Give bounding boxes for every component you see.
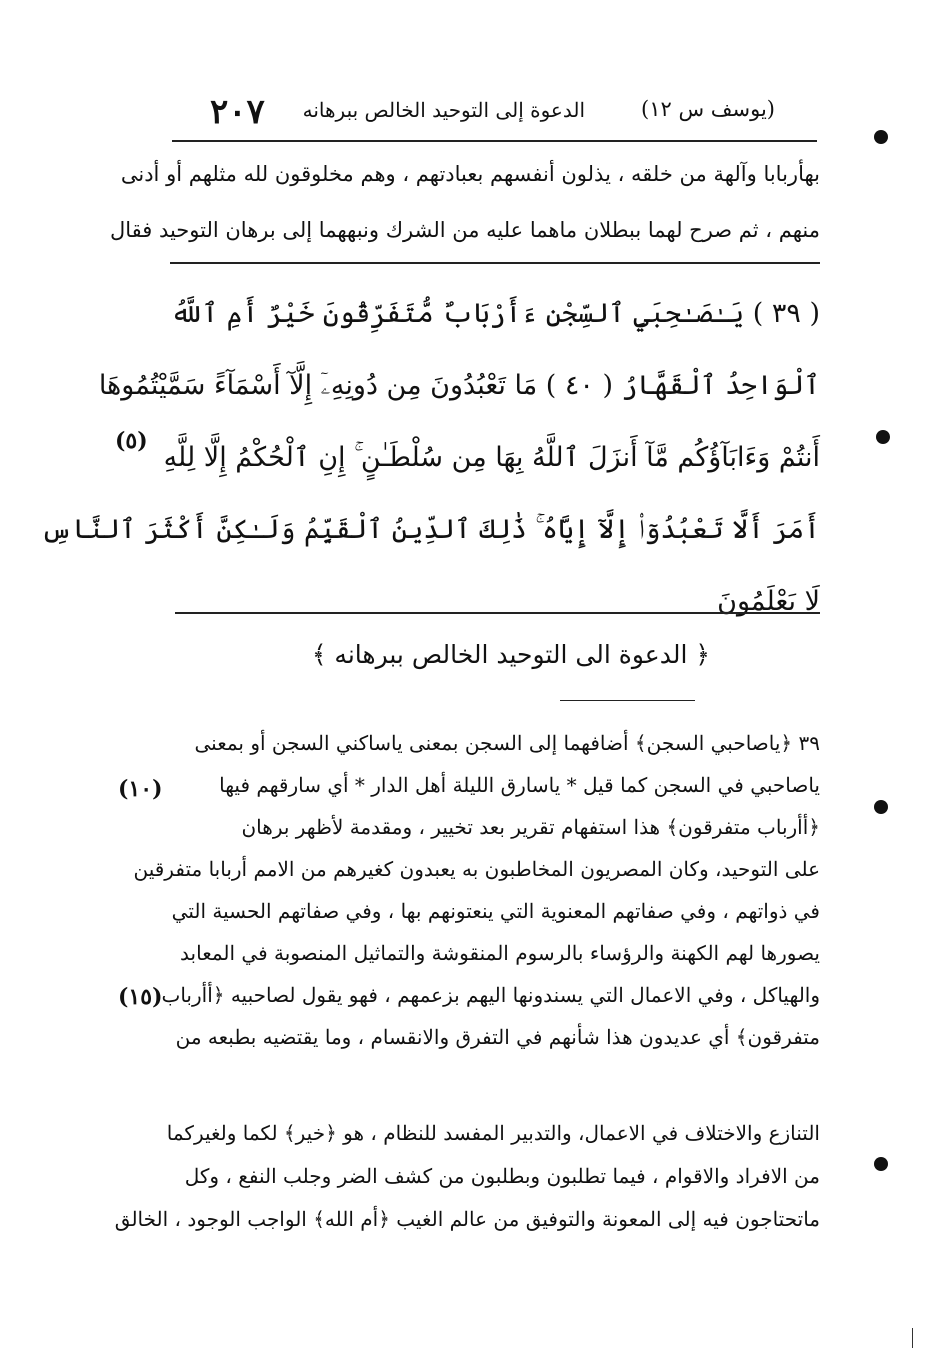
binding-hole-mark xyxy=(874,130,888,144)
header-rule xyxy=(172,140,817,142)
verse-rule xyxy=(175,612,820,614)
verse-block xyxy=(40,278,820,638)
verse-line: أَمَرَ أَلَّا تَعْبُدُوٓا۟ إِلَّآ إِيَّاهُ ۚ ذَٰلِكَ ٱلدِّينُ ٱلْقَيِّمُ وَلَـٰكِنَّ أَكْثَرَ ٱلنَّاسِ xyxy=(40,514,820,545)
verse-line: ( ٣٩ ) يَـٰصَـٰحِبَيِ ٱلسِّجْنِ ءَأَرْبَابٌ مُّتَفَرِّقُونَ خَيْرٌ أَمِ ٱللَّهُ xyxy=(170,298,820,329)
intro-paragraph xyxy=(109,146,820,258)
verse-line: ٱلْوَاحِدُ ٱلْقَهَّارُ ( ٤٠ ) مَا تَعْبُدُونَ مِن دُونِهِۦٓ إِلَّآ أَسْمَآءً سَمَّيْتُمُوهَا xyxy=(98,370,820,401)
section-title: ﴿ الدعوة الى التوحيد الخالص ببرهانه ﴾ xyxy=(311,640,710,669)
binding-hole-mark xyxy=(876,430,890,444)
margin-line-number: (١٠) xyxy=(118,776,163,802)
commentary-line: يصورها لهم الكهنة والرؤساء بالرسوم المنقوشة والتماثيل المنصوبة في المعابد xyxy=(180,941,820,965)
binding-hole-mark xyxy=(874,800,888,814)
commentary-line: في ذواتهم ، وفي صفاتهم المعنوية التي ينعتونهم بها ، وفي صفاتهم الحسية التي xyxy=(171,899,820,923)
verse-line: لَا يَعْلَمُونَ xyxy=(717,586,820,617)
intro-rule xyxy=(170,262,820,264)
verse-line: أَنتُمْ وَءَابَآؤُكُم مَّآ أَنزَلَ ٱللَّهُ بِهَا مِن سُلْطَـٰنٍ ۚ إِنِ ٱلْحُكْمُ إِلَّا لِلَّهِ xyxy=(163,442,820,473)
page-number: ٢٠٧ xyxy=(210,92,265,132)
commentary-line: ٣٩ ﴿ياصاحبي السجن﴾ أضافهما إلى السجن بمعنى ياساكني السجن أو بمعنى xyxy=(194,731,820,755)
surah-reference: (يوسف س ١٢) xyxy=(641,97,775,121)
running-title: الدعوة إلى التوحيد الخالص ببرهانه xyxy=(302,98,585,122)
binding-hole-mark xyxy=(874,1157,888,1171)
scan-edge-mark xyxy=(912,1328,913,1348)
title-underline xyxy=(560,700,695,701)
commentary-block xyxy=(120,722,820,1058)
commentary-block-continued xyxy=(114,1112,820,1241)
commentary-line: على التوحيد، وكان المصريون المخاطبون به يعبدون كغيرهم من الامم أربابا متفرقين xyxy=(133,857,820,881)
commentary-line: ماتحتاجون فيه إلى المعونة والتوفيق من عالم الغيب ﴿أم الله﴾ الواجب الوجود ، الخالق xyxy=(114,1207,820,1231)
commentary-line: ياصاحبي في السجن كما قيل * ياسارق الليلة أهل الدار * أي سارقهم فيها xyxy=(219,773,820,797)
intro-line: منهم ، ثم صرح لهما ببطلان ماهما عليه من الشرك ونبههما إلى برهان التوحيد فقال xyxy=(109,218,820,242)
commentary-line: ﴿أأرباب متفرقون﴾ هذا استفهام تقرير بعد تخيير ، ومقدمة لأظهر برهان xyxy=(241,815,820,839)
commentary-line: من الافراد والاقوام ، فيما تطلبون وبطلبون من كشف الضر وجلب النفع ، وكل xyxy=(184,1164,820,1188)
commentary-line: والهياكل ، وفي الاعمال التي يسندونها اليهم بزعمهم ، فهو يقول لصاحبيه ﴿أأرباب xyxy=(161,983,820,1007)
intro-line: بهأربابا وآلهة من خلقه ، يذلون أنفسهم بعبادتهم ، وهم مخلوقون لله مثلهم أو أدنى xyxy=(120,162,820,186)
margin-line-number: (١٥) xyxy=(118,984,163,1010)
commentary-line: التنازع والاختلاف في الاعمال، والتدبير المفسد للنظام ، هو ﴿خير﴾ لكما ولغيركما xyxy=(166,1121,820,1145)
commentary-line: متفرقون﴾ أي عديدون هذا شأنهم في التفرق والانقسام ، وما يقتضيه بطبعه من xyxy=(175,1025,820,1049)
margin-line-number: (٥) xyxy=(115,428,148,454)
